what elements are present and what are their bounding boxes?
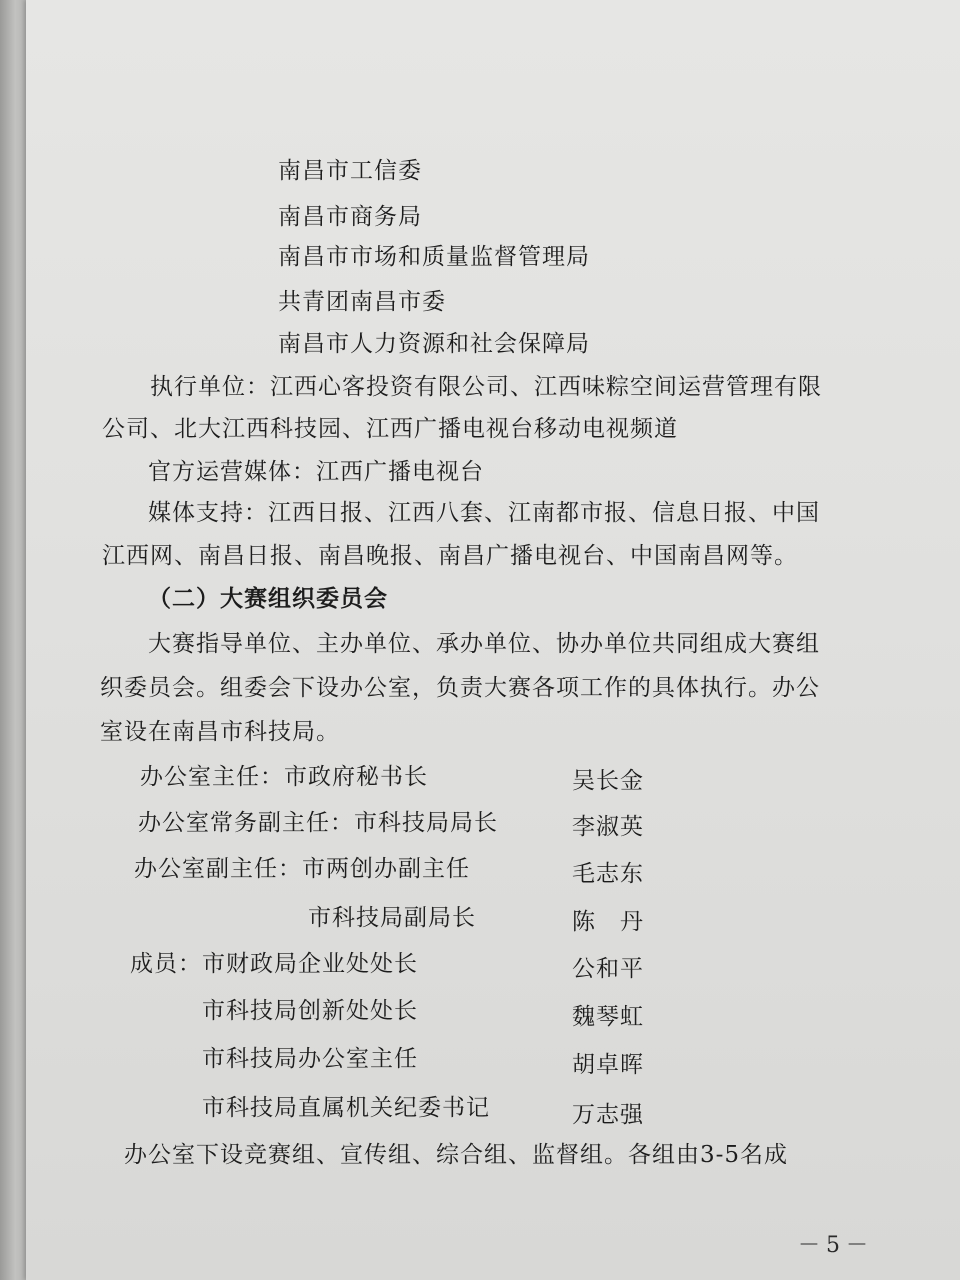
roster-name: 万志强 [572, 1102, 644, 1128]
roster-title: 成员：市财政局企业处处长 [130, 951, 418, 977]
roster-title: 办公室常务副主任：市科技局局长 [138, 810, 498, 836]
page-number: －5－ [798, 1233, 874, 1258]
roster-name: 李淑英 [572, 814, 644, 840]
roster-name: 毛志东 [572, 861, 644, 887]
roster-title: 办公室副主任：市两创办副主任 [134, 856, 470, 882]
executors-line: 执行单位：江西心客投资有限公司、江西味粽空间运营管理有限 [150, 374, 822, 400]
roster-title: 市科技局创新处处长 [202, 998, 418, 1024]
document-page [26, 0, 960, 1280]
roster-name: 陈 丹 [572, 909, 644, 935]
media-support-line: 江西网、南昌日报、南昌晚报、南昌广播电视台、中国南昌网等。 [102, 543, 798, 569]
roster-title: 办公室主任：市政府秘书长 [140, 764, 428, 790]
roster-name: 公和平 [572, 956, 644, 982]
roster-title: 市科技局直属机关纪委书记 [202, 1095, 490, 1121]
roster-title: 市科技局办公室主任 [202, 1046, 418, 1072]
closing-line: 办公室下设竞赛组、宣传组、综合组、监督组。各组由3-5名成 [124, 1142, 789, 1168]
unit-line: 共青团南昌市委 [278, 289, 446, 315]
committee-paragraph-line: 室设在南昌市科技局。 [100, 719, 340, 745]
roster-name: 吴长金 [572, 768, 644, 794]
roster-title: 市科技局副局长 [308, 905, 476, 931]
committee-paragraph-line: 大赛指导单位、主办单位、承办单位、协办单位共同组成大赛组 [148, 631, 820, 657]
unit-line: 南昌市商务局 [278, 204, 422, 230]
roster-name: 魏琴虹 [572, 1004, 644, 1030]
unit-line: 南昌市工信委 [278, 158, 422, 184]
unit-line: 南昌市人力资源和社会保障局 [278, 331, 590, 357]
media-support-line: 媒体支持：江西日报、江西八套、江南都市报、信息日报、中国 [148, 500, 820, 526]
roster-name: 胡卓晖 [572, 1052, 644, 1078]
executors-line: 公司、北大江西科技园、江西广播电视台移动电视频道 [102, 416, 678, 442]
committee-paragraph-line: 织委员会。组委会下设办公室，负责大赛各项工作的具体执行。办公 [100, 675, 820, 701]
official-media-line: 官方运营媒体：江西广播电视台 [148, 459, 484, 485]
section-heading: （二）大赛组织委员会 [148, 585, 388, 612]
unit-line: 南昌市市场和质量监督管理局 [278, 244, 590, 270]
